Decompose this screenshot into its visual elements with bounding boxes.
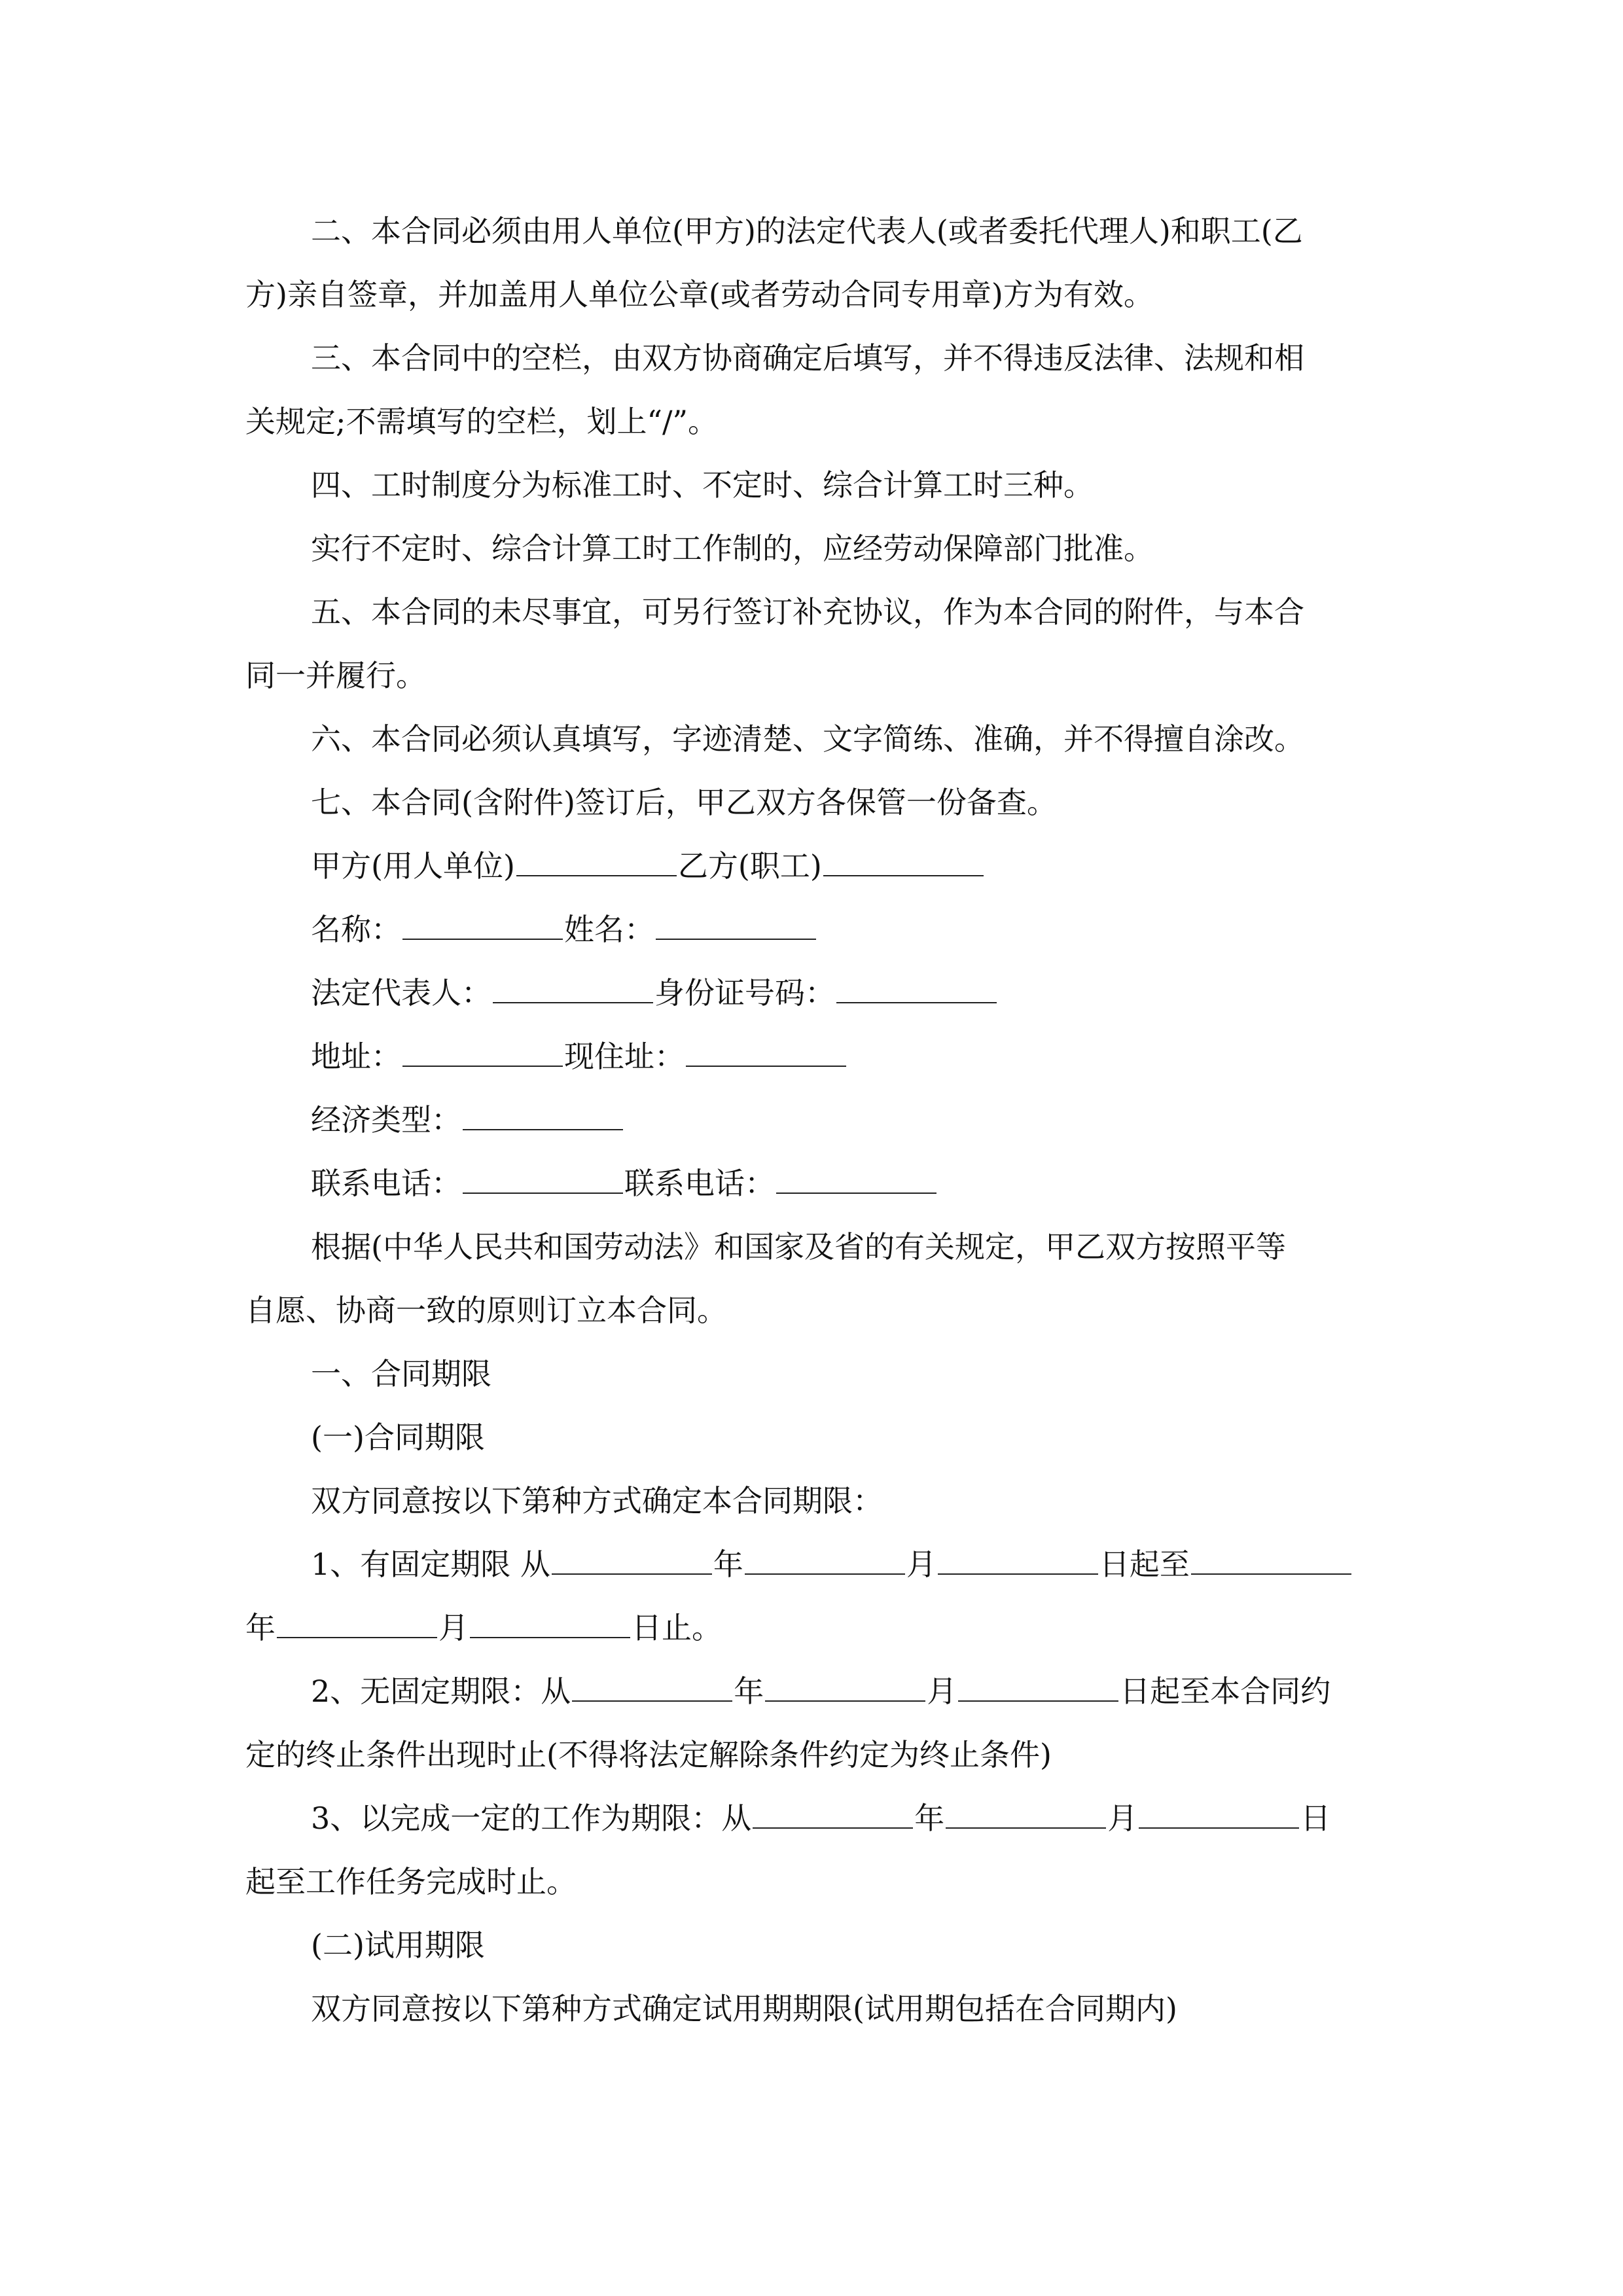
end-day-blank[interactable] [470, 1611, 630, 1638]
fixed-term-line-2 [245, 1608, 1410, 1647]
open-start-day-blank[interactable] [958, 1674, 1118, 1702]
name-row [311, 910, 1476, 949]
legal-rep-label: 法定代表人： [311, 975, 491, 1011]
clause-3-line-1: 三、本合同中的空栏，由双方协商确定后填写，并不得违反法律、法规和相 [311, 340, 1304, 376]
company-address-blank[interactable] [402, 1039, 563, 1067]
open-start-month-blank[interactable] [765, 1674, 925, 1702]
term-method-line: 双方同意按以下第种方式确定本合同期限： [311, 1483, 883, 1518]
task-start-year-blank[interactable] [753, 1801, 913, 1829]
task-start-month-blank[interactable] [946, 1801, 1106, 1829]
company-phone-label: 联系电话： [311, 1166, 461, 1201]
start-month-blank[interactable] [745, 1547, 905, 1575]
year-label: 年 [734, 1674, 764, 1709]
party-a-label: 甲方(用人单位) [311, 848, 515, 884]
economic-type-label: 经济类型： [311, 1102, 461, 1138]
month-label: 月 [438, 1610, 469, 1645]
id-number-blank[interactable] [836, 976, 997, 1003]
month-label: 月 [1107, 1801, 1138, 1836]
year-label: 年 [713, 1547, 743, 1582]
legal-rep-blank[interactable] [493, 976, 653, 1003]
current-address-label: 现住址： [564, 1039, 685, 1074]
party-b-blank[interactable] [823, 849, 984, 876]
company-phone-blank[interactable] [463, 1166, 623, 1194]
current-address-blank[interactable] [686, 1039, 846, 1067]
clause-6: 六、本合同必须认真填写，字迹清楚、文字简练、准确，并不得擅自涂改。 [311, 721, 1304, 757]
party-a-blank[interactable] [516, 849, 677, 876]
start-year-blank[interactable] [552, 1547, 712, 1575]
clause-4: 四、工时制度分为标准工时、不定时、综合计算工时三种。 [311, 467, 1094, 503]
probation-method-line: 双方同意按以下第种方式确定试用期期限(试用期包括在合同期内) [311, 1991, 1177, 2026]
company-name-label: 名称： [311, 912, 401, 947]
end-year-blank[interactable] [1191, 1547, 1351, 1575]
year-label: 年 [914, 1801, 945, 1836]
preamble-line-1: 根据(中华人民共和国劳动法》和国家及省的有关规定，甲乙双方按照平等 [311, 1229, 1286, 1265]
economic-type-row [311, 1100, 1476, 1139]
task-term-label: 3、以完成一定的工作为期限：从 [311, 1801, 752, 1836]
task-start-day-blank[interactable] [1139, 1801, 1299, 1829]
end-month-blank[interactable] [277, 1611, 437, 1638]
representative-row [311, 973, 1476, 1013]
address-row [311, 1037, 1476, 1076]
section-heading-term: 一、合同期限 [311, 1356, 491, 1391]
clause-5-line-1: 五、本合同的未尽事宜，可另行签订补充协议，作为本合同的附件，与本合 [311, 594, 1304, 630]
clause-2-line-1: 二、本合同必须由用人单位(甲方)的法定代表人(或者委托代理人)和职工(乙 [311, 213, 1303, 249]
start-day-blank[interactable] [938, 1547, 1098, 1575]
employee-name-blank[interactable] [656, 912, 816, 940]
employee-phone-blank[interactable] [776, 1166, 936, 1194]
company-address-label: 地址： [311, 1039, 401, 1074]
party-b-label: 乙方(职工) [677, 848, 822, 884]
subsection-heading-term: (一)合同期限 [311, 1420, 485, 1455]
economic-type-blank[interactable] [463, 1103, 623, 1130]
clause-3-line-2: 关规定;不需填写的空栏，划上“/”。 [245, 404, 719, 439]
clause-4-note: 实行不定时、综合计算工时工作制的，应经劳动保障部门批准。 [311, 531, 1154, 566]
open-term-line-1 [311, 1672, 1476, 1711]
employee-phone-label: 联系电话： [624, 1166, 775, 1201]
clause-7: 七、本合同(含附件)签订后，甲乙双方各保管一份备查。 [311, 785, 1057, 820]
open-start-year-blank[interactable] [572, 1674, 732, 1702]
month-label: 月 [906, 1547, 936, 1582]
year-label: 年 [245, 1610, 276, 1645]
from-label: 从 [520, 1547, 550, 1582]
task-term-line-2: 起至工作任务完成时止。 [245, 1864, 577, 1899]
day-until-label: 日起至本合同约 [1120, 1674, 1331, 1709]
clause-5-line-2: 同一并履行。 [245, 658, 426, 693]
preamble-line-2: 自愿、协商一致的原则订立本合同。 [245, 1293, 727, 1328]
company-name-blank[interactable] [402, 912, 563, 940]
fixed-term-line-1 [311, 1545, 1476, 1584]
open-term-label: 2、无固定期限：从 [311, 1674, 571, 1709]
party-row [311, 846, 1476, 886]
employee-name-label: 姓名： [564, 912, 654, 947]
clause-2-line-2: 方)亲自签章，并加盖用人单位公章(或者劳动合同专用章)方为有效。 [245, 277, 1154, 312]
open-term-line-2: 定的终止条件出现时止(不得将法定解除条件约定为终止条件) [245, 1737, 1052, 1772]
phone-row [311, 1164, 1476, 1203]
subsection-heading-probation: (二)试用期限 [311, 1928, 485, 1963]
month-label: 月 [927, 1674, 957, 1709]
fixed-term-label: 1、有固定期限 [311, 1547, 511, 1582]
day-label: 日 [1300, 1801, 1331, 1836]
task-term-line-1 [311, 1799, 1476, 1838]
day-until-label: 日起至 [1099, 1547, 1190, 1582]
id-number-label: 身份证号码： [654, 975, 835, 1011]
day-end-label: 日止。 [632, 1610, 722, 1645]
